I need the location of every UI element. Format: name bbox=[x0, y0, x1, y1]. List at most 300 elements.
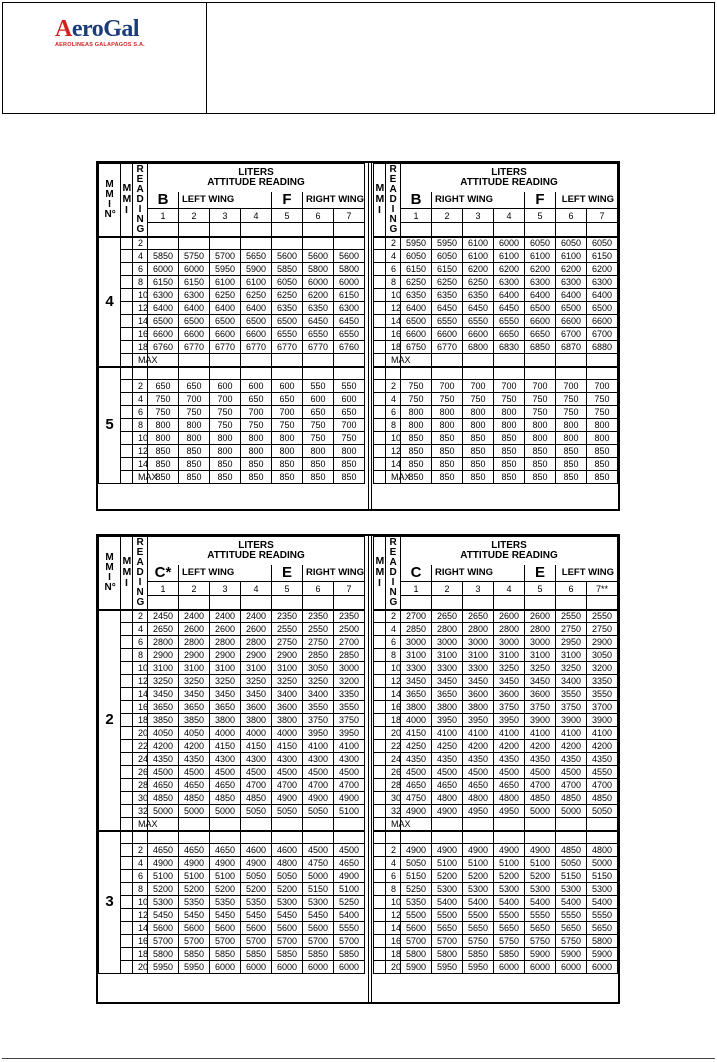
liters-cell: 2750 bbox=[587, 623, 618, 636]
table-row bbox=[99, 935, 365, 948]
liters-cell: 750 bbox=[210, 406, 241, 419]
table-row bbox=[99, 818, 365, 831]
liters-cell: 2700 bbox=[334, 636, 365, 649]
liters-cell: 3550 bbox=[334, 701, 365, 714]
liters-cell: 5300 bbox=[494, 883, 525, 896]
liters-cell: 5450 bbox=[148, 909, 179, 922]
liters-cell: 4600 bbox=[272, 844, 303, 857]
reading-cell: 10 bbox=[133, 662, 148, 675]
table-row bbox=[99, 909, 365, 922]
liters-cell: 3800 bbox=[401, 701, 432, 714]
liters-cell: 6400 bbox=[179, 302, 210, 315]
liters-cell: 2500 bbox=[334, 623, 365, 636]
column-number: 3 bbox=[463, 209, 494, 223]
liters-cell: 4000 bbox=[401, 714, 432, 727]
column-number: 6 bbox=[556, 209, 587, 223]
table-row bbox=[374, 688, 618, 701]
liters-cell: 800 bbox=[587, 419, 618, 432]
reading-cell: 20 bbox=[133, 727, 148, 740]
mmi-cell bbox=[121, 393, 133, 406]
table-row bbox=[374, 380, 618, 393]
header-row-title bbox=[99, 537, 365, 565]
liters-cell: 3600 bbox=[272, 701, 303, 714]
table-row bbox=[374, 471, 618, 484]
liters-cell: 3750 bbox=[334, 714, 365, 727]
liters-cell: 6650 bbox=[494, 328, 525, 341]
liters-cell: 5950 bbox=[432, 961, 463, 974]
liters-cell: 6200 bbox=[556, 263, 587, 276]
liters-cell: 650 bbox=[272, 393, 303, 406]
mmi-cell bbox=[121, 341, 133, 354]
liters-cell: 5400 bbox=[525, 896, 556, 909]
liters-cell: 850 bbox=[587, 445, 618, 458]
blank-cell bbox=[179, 831, 210, 844]
mmi-cell bbox=[121, 445, 133, 458]
liters-cell: 4050 bbox=[148, 727, 179, 740]
reading-cell: 6 bbox=[133, 406, 148, 419]
liters-cell: 4900 bbox=[334, 792, 365, 805]
liters-cell: 750 bbox=[241, 419, 272, 432]
table-row bbox=[99, 610, 365, 623]
liters-cell: 800 bbox=[272, 445, 303, 458]
header-row-title bbox=[374, 164, 618, 192]
liters-cell: 5350 bbox=[401, 896, 432, 909]
blank-cell bbox=[494, 367, 525, 380]
liters-cell: 5000 bbox=[525, 805, 556, 818]
liters-cell: 4650 bbox=[334, 857, 365, 870]
reading-cell: 14 bbox=[386, 922, 401, 935]
liters-cell: 2800 bbox=[179, 636, 210, 649]
liters-cell: 4200 bbox=[463, 740, 494, 753]
reading-cell: 8 bbox=[386, 419, 401, 432]
column-number: 4 bbox=[241, 209, 272, 223]
wing-label-second: LEFT WING bbox=[556, 565, 618, 582]
liters-cell: 4300 bbox=[334, 753, 365, 766]
liters-cell: 5450 bbox=[241, 909, 272, 922]
mmi-cell bbox=[374, 636, 386, 649]
mmi-cell bbox=[374, 406, 386, 419]
liters-cell: 4650 bbox=[210, 779, 241, 792]
liters-cell: 700 bbox=[272, 406, 303, 419]
liters-cell: 750 bbox=[210, 419, 241, 432]
table-row bbox=[99, 753, 365, 766]
reading-cell: 8 bbox=[133, 883, 148, 896]
liters-cell: 6750 bbox=[401, 341, 432, 354]
liters-cell: 4100 bbox=[494, 727, 525, 740]
reading-cell: 24 bbox=[386, 753, 401, 766]
reading-header: R E A D I N G bbox=[386, 537, 401, 610]
liters-cell: 750 bbox=[148, 393, 179, 406]
table-row bbox=[99, 341, 365, 354]
reading-cell: 16 bbox=[133, 935, 148, 948]
mmi-cell bbox=[121, 662, 133, 675]
table-row bbox=[99, 792, 365, 805]
liters-cell: 4700 bbox=[525, 779, 556, 792]
liters-cell: 4850 bbox=[587, 792, 618, 805]
liters-cell: 5200 bbox=[148, 883, 179, 896]
liters-cell: 3100 bbox=[494, 649, 525, 662]
liters-cell: 6450 bbox=[463, 302, 494, 315]
liters-cell: 6400 bbox=[148, 302, 179, 315]
liters-cell: 5900 bbox=[241, 263, 272, 276]
liters-cell: 5600 bbox=[272, 922, 303, 935]
reading-cell: 10 bbox=[386, 896, 401, 909]
reading-cell: 4 bbox=[386, 623, 401, 636]
table-row bbox=[374, 935, 618, 948]
table-row bbox=[99, 688, 365, 701]
table-row bbox=[99, 263, 365, 276]
wing-label-first: LEFT WING bbox=[179, 565, 272, 582]
liters-cell: 6050 bbox=[401, 250, 432, 263]
blank-cell bbox=[272, 831, 303, 844]
mmi-cell bbox=[374, 623, 386, 636]
blank-cell bbox=[334, 831, 365, 844]
table-row bbox=[99, 393, 365, 406]
liters-cell: 2900 bbox=[179, 649, 210, 662]
mmi-cell bbox=[121, 432, 133, 445]
liters-cell: 6600 bbox=[432, 328, 463, 341]
liters-cell: 2550 bbox=[587, 610, 618, 623]
liters-cell: 800 bbox=[556, 432, 587, 445]
blank-cell bbox=[334, 223, 365, 237]
liters-cell: 3650 bbox=[179, 701, 210, 714]
liters-cell: 3450 bbox=[494, 675, 525, 688]
table-row bbox=[99, 896, 365, 909]
liters-cell: 4900 bbox=[272, 792, 303, 805]
liters-cell bbox=[587, 354, 618, 367]
reading-cell: 6 bbox=[133, 636, 148, 649]
wing-label-first: RIGHT WING bbox=[432, 565, 525, 582]
liters-cell: 6650 bbox=[525, 328, 556, 341]
liters-cell: 5850 bbox=[272, 948, 303, 961]
mmi-cell bbox=[374, 302, 386, 315]
liters-cell: 5650 bbox=[587, 922, 618, 935]
liters-cell: 5050 bbox=[241, 870, 272, 883]
liters-cell: 3550 bbox=[556, 688, 587, 701]
mmi-cell bbox=[121, 766, 133, 779]
blank-cell bbox=[401, 223, 432, 237]
table-row bbox=[374, 662, 618, 675]
mmi-cell bbox=[121, 818, 133, 831]
liters-cell: 5700 bbox=[210, 935, 241, 948]
liters-cell: 5650 bbox=[556, 922, 587, 935]
liters-title bbox=[148, 164, 365, 192]
mmi-cell bbox=[374, 341, 386, 354]
header-row-tanks bbox=[374, 565, 618, 582]
liters-cell bbox=[494, 818, 525, 831]
liters-cell: 6050 bbox=[556, 237, 587, 250]
table-row bbox=[374, 636, 618, 649]
liters-cell: 6150 bbox=[401, 263, 432, 276]
liters-cell: 4750 bbox=[401, 792, 432, 805]
reading-cell: 4 bbox=[386, 393, 401, 406]
liters-cell: 4500 bbox=[556, 766, 587, 779]
liters-cell: 5800 bbox=[432, 948, 463, 961]
liters-cell: 3900 bbox=[587, 714, 618, 727]
tank-label-second: F bbox=[525, 192, 556, 209]
liters-cell: 5850 bbox=[148, 250, 179, 263]
liters-cell: 6100 bbox=[463, 237, 494, 250]
liters-cell: 700 bbox=[334, 419, 365, 432]
liters-cell: 5650 bbox=[494, 922, 525, 935]
liters-cell: 6770 bbox=[241, 341, 272, 354]
blank-cell bbox=[463, 596, 494, 610]
liters-cell: 5700 bbox=[272, 935, 303, 948]
liters-cell: 6500 bbox=[401, 315, 432, 328]
reading-cell: 8 bbox=[386, 649, 401, 662]
liters-cell: 6500 bbox=[179, 315, 210, 328]
reading-cell: 26 bbox=[386, 766, 401, 779]
table-row bbox=[374, 289, 618, 302]
liters-cell: 850 bbox=[463, 471, 494, 484]
logo-cell bbox=[3, 3, 207, 113]
table-row bbox=[99, 419, 365, 432]
table-row bbox=[99, 766, 365, 779]
mmi-cell bbox=[374, 818, 386, 831]
liters-cell: 5000 bbox=[303, 870, 334, 883]
table-row bbox=[99, 675, 365, 688]
mmi-cell bbox=[374, 714, 386, 727]
liters-cell: 5850 bbox=[303, 948, 334, 961]
group-spacer-row bbox=[374, 831, 618, 844]
liters-cell: 6200 bbox=[463, 263, 494, 276]
liters-cell bbox=[303, 818, 334, 831]
liters-cell: 5600 bbox=[303, 922, 334, 935]
liters-cell: 4900 bbox=[525, 844, 556, 857]
mmi-cell bbox=[374, 792, 386, 805]
table-row bbox=[374, 844, 618, 857]
liters-cell: 5100 bbox=[210, 870, 241, 883]
liters-cell: 2900 bbox=[587, 636, 618, 649]
liters-cell: 4700 bbox=[272, 779, 303, 792]
liters-cell: 6700 bbox=[587, 328, 618, 341]
reading-cell: 12 bbox=[133, 675, 148, 688]
liters-cell: 5150 bbox=[556, 870, 587, 883]
mmi-cell bbox=[121, 805, 133, 818]
liters-cell: 6550 bbox=[272, 328, 303, 341]
liters-cell: 6600 bbox=[525, 315, 556, 328]
blank-cell bbox=[525, 831, 556, 844]
liters-cell: 5100 bbox=[179, 870, 210, 883]
table-row bbox=[374, 701, 618, 714]
liters-cell: 850 bbox=[556, 458, 587, 471]
liters-cell: 6600 bbox=[210, 328, 241, 341]
table-row bbox=[99, 857, 365, 870]
mmi-cell bbox=[374, 805, 386, 818]
liters-cell: 6250 bbox=[241, 289, 272, 302]
liters-cell: 6550 bbox=[463, 315, 494, 328]
liters-cell: 5400 bbox=[463, 896, 494, 909]
liters-cell: 850 bbox=[272, 458, 303, 471]
liters-label: LITERS bbox=[238, 166, 274, 178]
table-row bbox=[99, 432, 365, 445]
liters-cell: 3000 bbox=[463, 636, 494, 649]
liters-cell: 5950 bbox=[432, 237, 463, 250]
column-number: 7 bbox=[334, 582, 365, 596]
liters-cell: 4350 bbox=[401, 753, 432, 766]
liters-cell: 4900 bbox=[432, 805, 463, 818]
liters-cell: 4200 bbox=[179, 740, 210, 753]
liters-cell: 850 bbox=[179, 445, 210, 458]
liters-cell: 2400 bbox=[241, 610, 272, 623]
liters-cell: 800 bbox=[525, 419, 556, 432]
table-row bbox=[99, 380, 365, 393]
liters-cell: 4500 bbox=[494, 766, 525, 779]
liters-cell: 4850 bbox=[148, 792, 179, 805]
tank-label-second: E bbox=[272, 565, 303, 582]
liters-cell: 800 bbox=[401, 406, 432, 419]
liters-cell: 3250 bbox=[179, 675, 210, 688]
liters-cell: 3100 bbox=[148, 662, 179, 675]
blank-cell bbox=[303, 831, 334, 844]
liters-cell: 5450 bbox=[179, 909, 210, 922]
liters-cell: 850 bbox=[148, 471, 179, 484]
liters-cell bbox=[148, 237, 179, 250]
liters-cell: 5300 bbox=[463, 883, 494, 896]
liters-cell: 5000 bbox=[179, 805, 210, 818]
reading-cell: 18 bbox=[133, 341, 148, 354]
mmi-cell bbox=[121, 328, 133, 341]
liters-cell: 5700 bbox=[210, 250, 241, 263]
liters-cell: 3100 bbox=[401, 649, 432, 662]
column-number: 5 bbox=[272, 209, 303, 223]
liters-cell: 6450 bbox=[334, 315, 365, 328]
column-number: 5 bbox=[525, 582, 556, 596]
liters-cell: 800 bbox=[272, 432, 303, 445]
liters-cell: 5200 bbox=[463, 870, 494, 883]
liters-cell: 4850 bbox=[210, 792, 241, 805]
liters-cell: 2600 bbox=[525, 610, 556, 623]
liters-cell: 800 bbox=[401, 419, 432, 432]
liters-cell: 5300 bbox=[525, 883, 556, 896]
liters-cell: 5050 bbox=[556, 857, 587, 870]
reading-cell: 14 bbox=[386, 458, 401, 471]
liters-cell: 850 bbox=[432, 458, 463, 471]
blank-cell bbox=[241, 596, 272, 610]
liters-cell: 6300 bbox=[148, 289, 179, 302]
table-row bbox=[99, 649, 365, 662]
reading-cell: 6 bbox=[133, 870, 148, 883]
reading-cell: 16 bbox=[386, 328, 401, 341]
liters-cell: 6770 bbox=[303, 341, 334, 354]
liters-cell: 4200 bbox=[556, 740, 587, 753]
liters-cell: 850 bbox=[432, 432, 463, 445]
liters-cell: 4650 bbox=[432, 779, 463, 792]
liters-cell: 4000 bbox=[272, 727, 303, 740]
liters-cell: 2400 bbox=[210, 610, 241, 623]
liters-cell: 4100 bbox=[432, 727, 463, 740]
reading-cell: 18 bbox=[386, 341, 401, 354]
mmi-cell bbox=[374, 263, 386, 276]
liters-cell: 850 bbox=[148, 445, 179, 458]
liters-cell: 5100 bbox=[463, 857, 494, 870]
mmi-cell bbox=[121, 714, 133, 727]
mmi-number-cell: 5 bbox=[99, 367, 121, 484]
liters-cell: 6600 bbox=[587, 315, 618, 328]
wing-label-first: RIGHT WING bbox=[432, 192, 525, 209]
liters-cell: 5750 bbox=[179, 250, 210, 263]
attitude-reading-label: ATTITUDE READING bbox=[207, 176, 305, 188]
blank-cell bbox=[334, 596, 365, 610]
liters-cell: 800 bbox=[494, 419, 525, 432]
mmi-cell bbox=[121, 354, 133, 367]
liters-cell bbox=[463, 354, 494, 367]
liters-cell: 850 bbox=[525, 471, 556, 484]
tank-label-first: B bbox=[401, 192, 432, 209]
liters-cell: 6000 bbox=[334, 961, 365, 974]
liters-cell: 4700 bbox=[556, 779, 587, 792]
liters-cell: 5950 bbox=[179, 961, 210, 974]
reading-header: R E A D I N G bbox=[386, 164, 401, 237]
table-row bbox=[374, 961, 618, 974]
liters-cell: 5300 bbox=[272, 896, 303, 909]
reading-cell: 4 bbox=[133, 623, 148, 636]
table-row bbox=[374, 857, 618, 870]
liters-cell: 3650 bbox=[401, 688, 432, 701]
reading-cell: 12 bbox=[133, 445, 148, 458]
tank-label-second: F bbox=[272, 192, 303, 209]
liters-cell: 4900 bbox=[334, 870, 365, 883]
liters-cell: 5300 bbox=[587, 883, 618, 896]
reading-cell: 8 bbox=[386, 883, 401, 896]
liters-title bbox=[401, 537, 618, 565]
liters-cell: 5600 bbox=[401, 922, 432, 935]
liters-cell: 5850 bbox=[210, 948, 241, 961]
liters-cell: 5050 bbox=[241, 805, 272, 818]
liters-cell: 850 bbox=[494, 432, 525, 445]
liters-cell: 6050 bbox=[272, 276, 303, 289]
liters-cell: 5300 bbox=[148, 896, 179, 909]
liters-cell: 5100 bbox=[334, 883, 365, 896]
reading-cell: 2 bbox=[133, 380, 148, 393]
liters-cell: 5700 bbox=[179, 935, 210, 948]
liters-cell: 5850 bbox=[494, 948, 525, 961]
liters-cell: 6200 bbox=[525, 263, 556, 276]
liters-cell: 6400 bbox=[556, 289, 587, 302]
liters-cell: 4200 bbox=[525, 740, 556, 753]
liters-cell: 2900 bbox=[210, 649, 241, 662]
reading-cell: 18 bbox=[133, 714, 148, 727]
liters-label: LITERS bbox=[238, 539, 274, 551]
table-row bbox=[374, 870, 618, 883]
reading-cell: 14 bbox=[133, 315, 148, 328]
liters-cell: 4150 bbox=[272, 740, 303, 753]
liters-cell: 6100 bbox=[241, 276, 272, 289]
mmi-cell bbox=[374, 432, 386, 445]
mmi-cell bbox=[121, 792, 133, 805]
liters-cell: 2750 bbox=[272, 636, 303, 649]
table-row bbox=[99, 844, 365, 857]
liters-cell: 2900 bbox=[148, 649, 179, 662]
liters-cell: 6300 bbox=[334, 302, 365, 315]
column-number: 2 bbox=[432, 209, 463, 223]
liters-cell: 850 bbox=[463, 458, 494, 471]
reading-cell: 8 bbox=[133, 649, 148, 662]
mmi-cell bbox=[121, 935, 133, 948]
table-row bbox=[374, 714, 618, 727]
liters-cell: 3000 bbox=[401, 636, 432, 649]
blank-cell bbox=[494, 596, 525, 610]
table-row bbox=[99, 445, 365, 458]
mmi-cell bbox=[374, 922, 386, 935]
liters-cell: 5600 bbox=[210, 922, 241, 935]
liters-cell: 5200 bbox=[210, 883, 241, 896]
mmi-cell bbox=[121, 315, 133, 328]
liters-cell: 3100 bbox=[463, 649, 494, 662]
liters-cell: 5600 bbox=[148, 922, 179, 935]
liters-cell: 5800 bbox=[148, 948, 179, 961]
liters-cell: 5800 bbox=[303, 263, 334, 276]
